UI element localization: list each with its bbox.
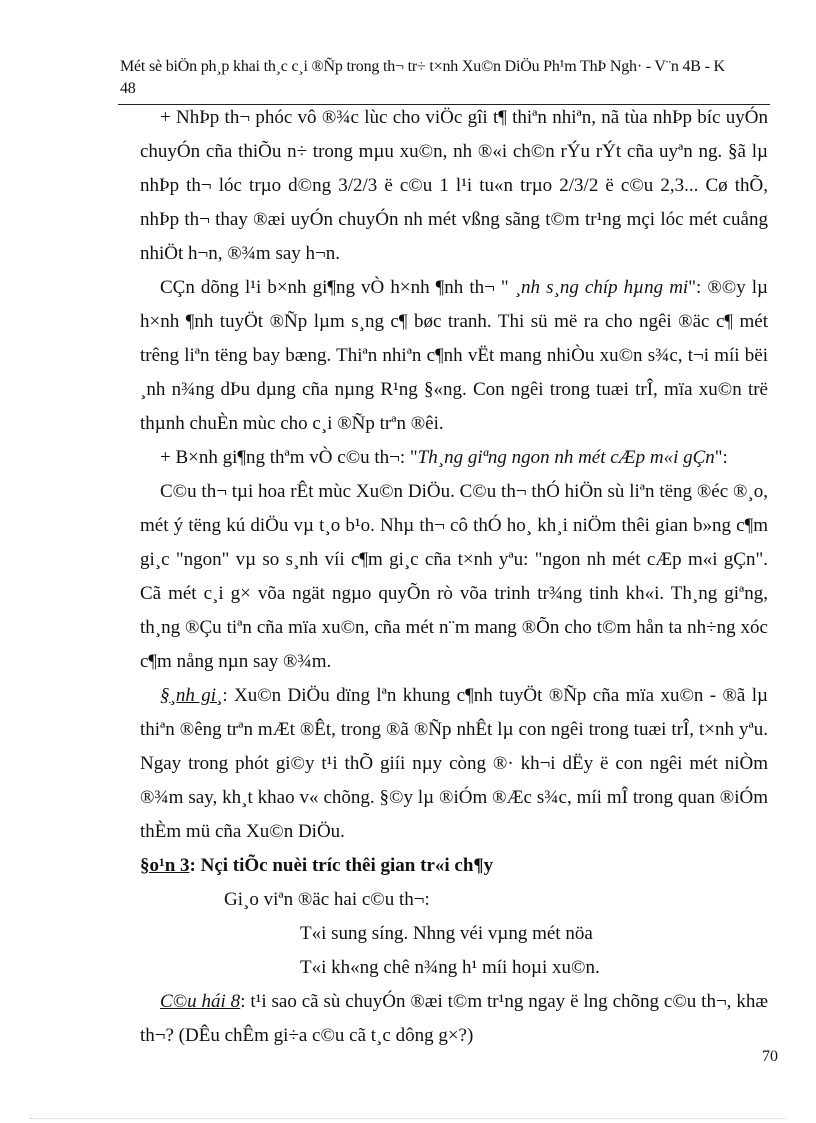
question-8 <box>140 985 768 1053</box>
document-body <box>140 101 768 1053</box>
paragraph-verse-analysis: C©u th¬ tµi hoa rÊt mùc Xu©n DiÖu. C©u th¬ thÓ hiÖn sù liªn tëng ®éc ®¸o, mét ý tëng kú diÖu vµ t¸o b¹o. Nhµ th¬ cô thÓ ho¸ kh¸i niÖm thêi gian b»ng c¶m gi¸c "ngon" vµ so s¸nh víi c¶m gi¸c cña t×nh yªu: "ngon nh mét cÆp m«i gÇn". Cã mét c¸i g× võa ngät ngµo quyÕn rò võa trinh tr¾ng tinh kh«i. Th¸ng giªng, th¸ng ®Çu tiªn cña mïa xu©n, cña mét n¨m mang ®Õn cho t©m hån ta nh÷ng xóc c¶m nång nµn say ®¾m. <box>140 481 768 672</box>
question-label: C©u hái 8 <box>160 991 241 1012</box>
verse-line-2: T«i kh«ng chê n¾ng h¹ míi hoµi xu©n. <box>300 957 600 978</box>
quoted-verse: ¸nh s¸ng chíp hµng mi <box>508 277 689 298</box>
page-number: 70 <box>762 1048 778 1065</box>
page-bottom-edge <box>30 1118 786 1119</box>
verse-line-1: T«i sung síng. Nhng véi vµng mét nöa <box>300 923 593 944</box>
paragraph-image-analysis <box>140 271 768 441</box>
paragraph-rhythm: + NhÞp th¬ phóc vô ®¾c lùc cho viÖc gîi t¶ thiªn nhiªn, nã tùa nhÞp bíc uyÓn chuyÓn cña thiÕu n÷ trong mµu xu©n, nh ®«i ch©n rÝu rÝt cña uyªn ng. §ã lµ nhÞp th¬ lóc trµo d©ng 3/2/3 ë c©u 1 l¹i tu«n trµo 2/3/2 ë c©u 2,3... Cø thÕ, nhÞp th¬ thay ®æi uyÓn chuyÓn nh mét vßng sãng t©m tr¹ng mçi lóc mét cuång nhiÖt h¬n, ®¾m say h¬n. <box>140 107 768 264</box>
section-title: : Nçi tiÕc nuèi tríc thêi gian tr«i ch¶y <box>189 855 494 876</box>
evaluation-label: §¸nh gi¸ <box>160 685 223 706</box>
paragraph-text: ": <box>714 447 728 468</box>
paragraph-text: ": ®©y lµ h×nh ¶nh tuyÖt ®Ñp lµm s¸ng c¶ bøc tranh. Thi sü më ra cho ngêi ®äc c¶ mét trêng liªn tëng bay bæng. Thiªn nhiªn c¶nh vËt mang nhiÒu xu©n s¾c, t¬i míi bëi ¸nh n¾ng dÞu dµng cña nµng R¹ng §«ng. Con ngêi trong tuæi trÎ, mïa xu©n trë thµnh chuÈn mùc cho c¸i ®Ñp trªn ®êi. <box>140 277 768 434</box>
paragraph-verse-comment <box>140 441 768 475</box>
paragraph-evaluation <box>140 679 768 849</box>
header-line-2: 48 <box>120 80 136 97</box>
paragraph-text: : Xu©n DiÖu dïng lªn khung c¶nh tuyÖt ®Ñp cña mïa xu©n - ®ã lµ thiªn ®êng trªn mÆt ®Êt, trong ®ã ®Ñp nhÊt lµ con ngêi trong tuæi trÎ, t×nh yªu. Ngay trong phót gi©y t¹i thÕ giíi nµy còng ®· kh¬i dËy ë con ngêi mét niÒm ®¾m say, kh¸t khao v« chõng. §©y lµ ®iÓm ®Æc s¾c, míi mÎ trong quan ®iÓm thÈm mü cña Xu©n DiÖu. <box>140 685 768 842</box>
quoted-verse: Th¸ng giªng ngon nh mét cÆp m«i gÇn <box>417 447 715 468</box>
teacher-instruction: Gi¸o viªn ®äc hai c©u th¬: <box>224 889 430 910</box>
section-label: §o¹n 3 <box>140 855 190 876</box>
section-heading <box>140 849 768 883</box>
question-text: : t¹i sao cã sù chuyÓn ®æi t©m tr¹ng ngay ë lng chõng c©u th¬, khæ th¬? (DÊu chÊm gi÷a c©u cã t¸c dông g×?) <box>140 991 768 1046</box>
paragraph-text: + B×nh gi¶ng thªm vÒ c©u th¬: " <box>160 447 418 468</box>
paragraph-text: CÇn dõng l¹i b×nh gi¶ng vÒ h×nh ¶nh th¬ " <box>160 277 509 298</box>
header-line-1: Mét sè biÖn ph¸p khai th¸c c¸i ®Ñp trong th¬ tr÷ t×nh Xu©n DiÖu Ph¹m ThÞ Ngh· - V¨n 4B - K <box>120 58 725 75</box>
page-header <box>120 56 770 100</box>
